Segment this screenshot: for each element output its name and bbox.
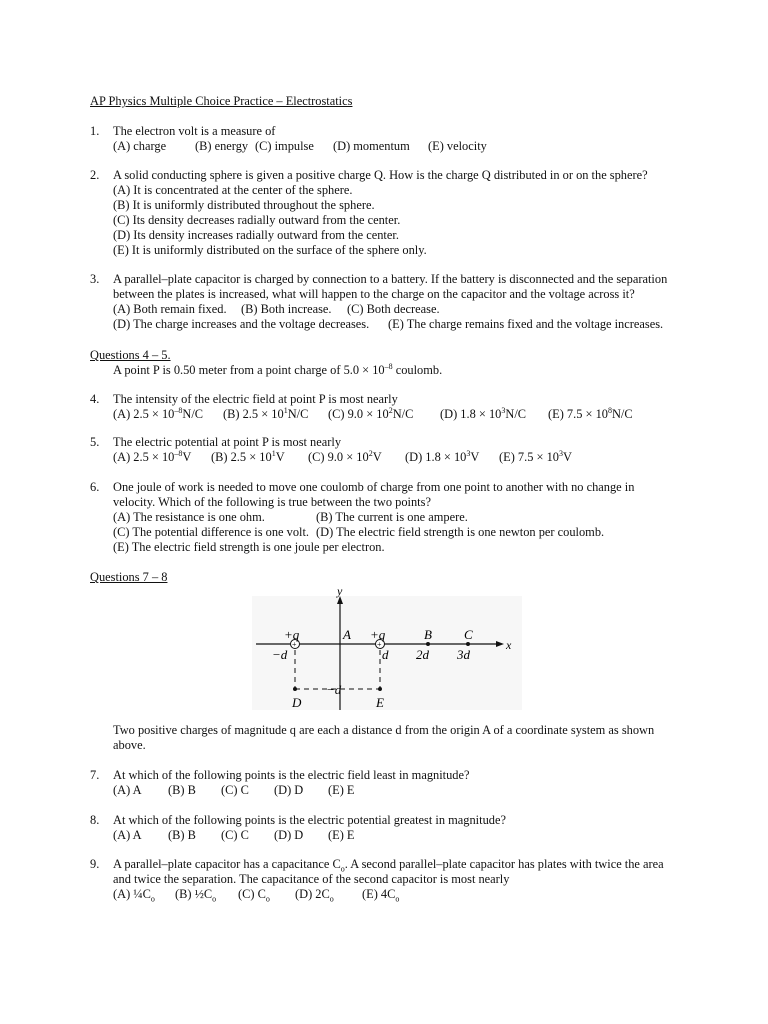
- section-intro: [113, 363, 442, 378]
- section-heading-questions-7-8: Questions 7 – 8: [90, 570, 168, 584]
- option-d: (D) Its density increases radially outward from the center.: [113, 228, 399, 242]
- option-e: (E) It is uniformly distributed on the surface of the sphere only.: [113, 243, 427, 257]
- question-stem: The electron volt is a measure of: [113, 124, 276, 138]
- question-stem: At which of the following points is the electric field least in magnitude?: [113, 768, 470, 782]
- option-b: (B) Both increase.: [241, 302, 332, 316]
- answer-options-row-2: [113, 317, 690, 332]
- option-c: (C) $9.0 \times 10^2N/C$: [328, 405, 414, 421]
- question-stem: The electric potential at point P is most nearly: [113, 435, 342, 449]
- option-e: (E) $7.5 \times 10^3V$: [499, 448, 572, 464]
- option-e: (E) E: [328, 783, 355, 797]
- option-a: (A) A: [113, 828, 142, 842]
- page-title: AP Physics Multiple Choice Practice – Electrostatics: [90, 94, 353, 108]
- option-e: (E) The charge remains fixed and the voltage increases.: [388, 317, 664, 331]
- option-b: (B) It is uniformly distributed throughout the sphere.: [113, 198, 375, 212]
- question-number: 3.: [90, 272, 100, 286]
- option-b: (B) B: [168, 783, 196, 797]
- coordinate-diagram: [252, 586, 522, 710]
- point-c-label: C: [464, 627, 473, 642]
- intro-exponent: –8: [384, 361, 393, 371]
- diagram-caption: Two positive charges of magnitude q are each a distance d from the origin A of a coordinate system as shown above.: [113, 723, 655, 752]
- tick-d-label: d: [382, 647, 389, 662]
- question-5: [90, 435, 690, 465]
- question-number: 4.: [90, 392, 100, 406]
- option-a: (A) It is concentrated at the center of the sphere.: [113, 183, 353, 197]
- point-e-label: E: [376, 695, 384, 710]
- tick-neg-d-vertical-label: −d: [326, 682, 342, 697]
- section-heading-questions-4-5: Questions 4 – 5.: [90, 348, 171, 362]
- question-number: 6.: [90, 480, 100, 494]
- charge-right-plus-icon: +: [377, 640, 382, 649]
- intro-unit: coulomb.: [392, 363, 443, 377]
- intro-text: A point P is 0.50 meter from a point charge of 5.0 × 10: [113, 363, 385, 377]
- option-e: (E) velocity: [428, 139, 487, 153]
- option-d: (D) momentum: [333, 139, 410, 153]
- option-a: (A) A: [113, 783, 142, 797]
- answer-options-row-2: [113, 525, 690, 540]
- answer-options: [113, 783, 690, 798]
- question-7: [90, 768, 690, 798]
- option-c: (C) Both decrease.: [347, 302, 440, 316]
- option-a: (A) The resistance is one ohm.: [113, 510, 265, 524]
- question-2: [90, 168, 690, 258]
- tick-2d-label: 2d: [416, 647, 429, 662]
- option-b: (B) The current is one ampere.: [316, 510, 468, 524]
- question-stem: A solid conducting sphere is given a positive charge Q. How is the charge Q distributed in or on the sphere?: [113, 168, 648, 182]
- tick-3d-label: 3d: [457, 647, 470, 662]
- question-number: 1.: [90, 124, 100, 138]
- question-number: 2.: [90, 168, 100, 182]
- option-d: (D) $1.8 \times 10^3N/C$: [440, 405, 527, 421]
- point-c-marker: [466, 642, 470, 646]
- answer-options: [113, 407, 690, 422]
- question-number: 7.: [90, 768, 100, 782]
- question-9: [90, 857, 690, 902]
- option-e: (E) E: [328, 828, 355, 842]
- x-axis-label: x: [506, 638, 512, 652]
- option-c: (C) $9.0 \times 10^2V$: [308, 448, 382, 464]
- question-3: [90, 272, 690, 332]
- tick-neg-d-label: −d: [272, 647, 288, 662]
- option-d: (D) The charge increases and the voltage decreases.: [113, 317, 370, 331]
- question-1: [90, 124, 690, 154]
- answer-options-row-1: [113, 302, 690, 317]
- option-a: (A) $2.5 \times 10^{-8}V$: [113, 448, 192, 464]
- option-e: (E) The electric field strength is one joule per electron.: [113, 540, 385, 554]
- option-e: (E) $7.5 \times 10^8N/C$: [548, 405, 633, 421]
- question-stem: The intensity of the electric field at point P is most nearly: [113, 392, 398, 406]
- option-d: (D) The electric field strength is one newton per coulomb.: [316, 525, 605, 539]
- answer-options: [113, 139, 690, 154]
- question-stem: A parallel–plate capacitor is charged by connection to a battery. If the battery is disconnected and the separation between the plates is increased, what will happen to the charge on the capacitor and the voltage across it?: [113, 272, 668, 301]
- question-number: 5.: [90, 435, 100, 449]
- option-b: (B) $\frac{1}{2}C_o$: [175, 887, 217, 904]
- question-4: [90, 392, 690, 422]
- answer-options-row-1: [113, 510, 690, 525]
- option-b: (B) $2.5 \times 10^1V$: [211, 448, 285, 464]
- answer-options: [113, 450, 690, 465]
- point-a-label: A: [343, 627, 351, 642]
- option-c: (C) The potential difference is one volt.: [113, 525, 310, 539]
- question-stem: One joule of work is needed to move one coulomb of charge from one point to another with no change in velocity. Which of the following is true between the two points?: [113, 480, 635, 509]
- option-c: (C) C: [221, 828, 249, 842]
- option-a: (A) $2.5 \times 10^{-8}N/C$: [113, 405, 204, 421]
- question-stem: A parallel–plate capacitor has a capacitance $C_o$. A second parallel–plate capacitor has plates with twice the area and twice the separation. The capacitance of the second capacitor is most nearly: [113, 857, 664, 886]
- option-a: (A) Both remain fixed.: [113, 302, 227, 316]
- option-c: (C) Its density decreases radially outward from the center.: [113, 213, 401, 227]
- option-d: (D) $1.8 \times 10^3V$: [405, 448, 480, 464]
- option-b: (B) energy: [195, 139, 249, 153]
- question-6: [90, 480, 690, 555]
- option-d: (D) D: [274, 828, 304, 842]
- option-b: (B) $2.5 \times 10^1N/C$: [223, 405, 309, 421]
- option-c: (C) C: [221, 783, 249, 797]
- option-c: (C) $C_o$: [238, 887, 270, 904]
- y-axis-label: y: [337, 586, 343, 598]
- question-8: [90, 813, 690, 843]
- question-stem: At which of the following points is the electric potential greatest in magnitude?: [113, 813, 506, 827]
- charge-left-plus-icon: +: [292, 640, 297, 649]
- option-a: (A) charge: [113, 139, 167, 153]
- answer-options: [113, 828, 690, 843]
- option-d: (D) $2C_o$: [295, 887, 334, 904]
- point-d-label: D: [292, 695, 302, 710]
- option-b: (B) B: [168, 828, 196, 842]
- option-e: (E) $4C_o$: [362, 887, 400, 904]
- charge-left-label: +q: [284, 627, 300, 642]
- question-number: 8.: [90, 813, 100, 827]
- charge-right-label: +q: [370, 627, 386, 642]
- question-number: 9.: [90, 857, 100, 871]
- option-d: (D) D: [274, 783, 304, 797]
- answer-options: [113, 887, 690, 902]
- point-b-label: B: [424, 627, 432, 642]
- option-c: (C) impulse: [255, 139, 314, 153]
- option-a: (A) $\frac{1}{4}C_o$: [113, 887, 155, 904]
- point-b-marker: [426, 642, 430, 646]
